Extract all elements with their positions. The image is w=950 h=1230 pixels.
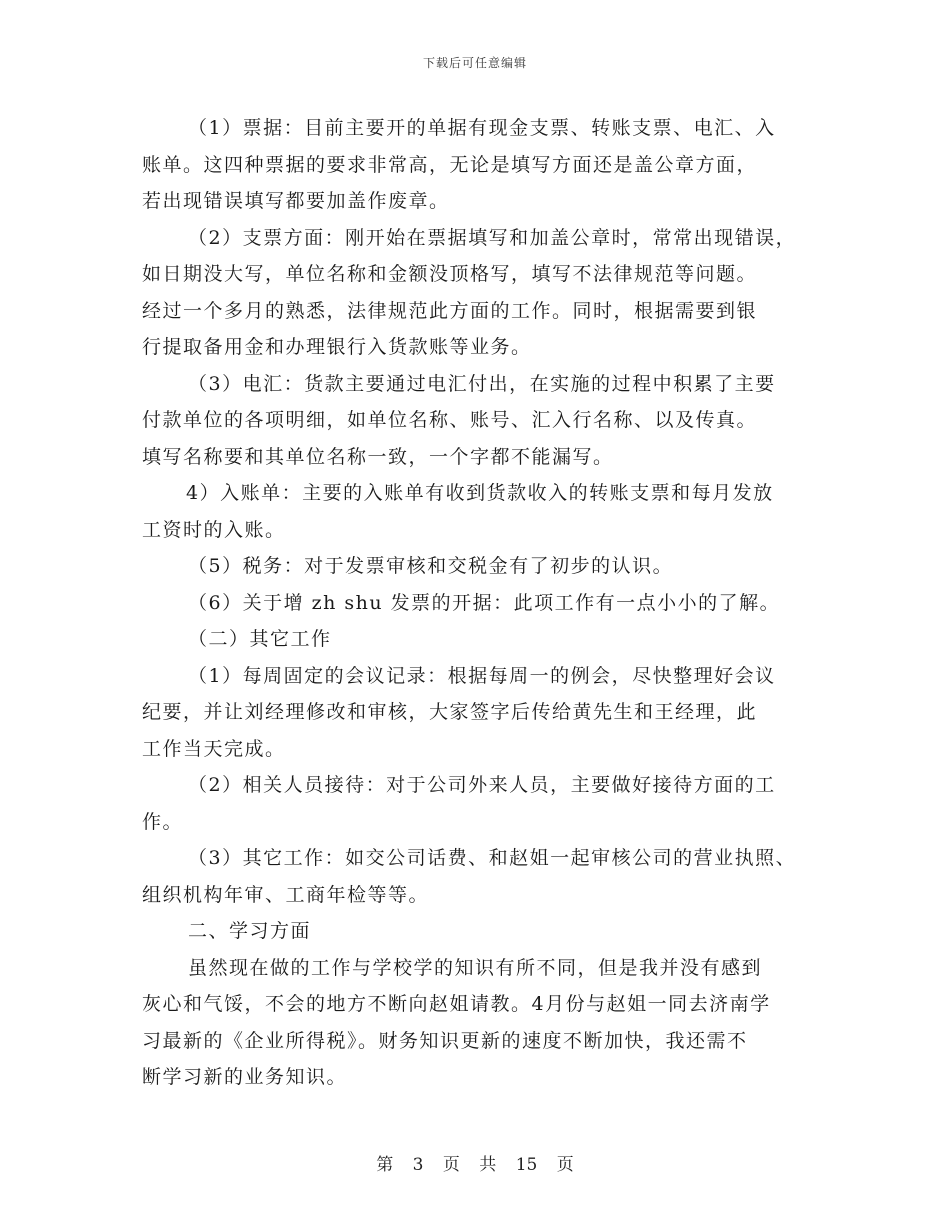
page-number-footer	[0, 1150, 950, 1175]
text-line: （2）支票方面：刚开始在票据填写和加盖公章时，常常出现错误，	[188, 226, 797, 249]
paragraph-meeting	[142, 658, 832, 768]
footer-mid: 页	[442, 1155, 460, 1175]
text-line: （6）关于增 zh shu 发票的开据：此项工作有一点小小的了解。	[188, 591, 781, 614]
text-line: （3）电汇：货款主要通过电汇付出，在实施的过程中积累了主要	[188, 372, 776, 395]
text-line: 习最新的《企业所得税》。财务知识更新的速度不断加快，我还需不	[142, 1029, 748, 1052]
section-heading-other-work	[142, 621, 832, 658]
text-line: （5）税务：对于发票审核和交税金有了初步的认识。	[188, 555, 674, 577]
section-heading-study	[142, 913, 832, 950]
text-line: 作。	[142, 810, 184, 833]
paragraph-misc	[142, 840, 832, 913]
text-line: （1）每周固定的会议记录：根据每周一的例会，尽快整理好会议	[188, 664, 776, 687]
text-line: 纪要，并让刘经理修改和审核，大家签字后传给黄先生和王经理，此	[142, 701, 758, 723]
text-line: 虽然现在做的工作与学校学的知识有所不同，但是我并没有感到	[188, 956, 763, 979]
paragraph-bills	[142, 110, 832, 220]
text-line: （1）票据：目前主要开的单据有现金支票、转账支票、电汇、入	[188, 117, 776, 139]
page-header-note: 下载后可任意编辑	[422, 56, 527, 70]
text-line: （二）其它工作	[188, 628, 332, 650]
text-line: 4）入账单：主要的入账单有收到货款收入的转账支票和每月发放	[186, 482, 774, 504]
footer-current-page: 3	[412, 1155, 424, 1175]
text-line: 经过一个多月的熟悉，法律规范此方面的工作。同时，根据需要到银	[142, 299, 758, 322]
text-line: （3）其它工作：如交公司话费、和赵姐一起审核公司的营业执照、	[188, 847, 797, 869]
text-line: 灰心和气馁，不会的地方不断向赵姐请教。4月份与赵姐一同去济南学	[142, 993, 771, 1015]
text-line: 工资时的入账。	[142, 518, 286, 541]
document-body	[142, 110, 832, 1096]
text-line: 断学习新的业务知识。	[142, 1066, 348, 1088]
text-line: （2）相关人员接待：对于公司外来人员，主要做好接待方面的工	[188, 774, 776, 796]
text-line: 行提取备用金和办理银行入货款账等业务。	[142, 336, 532, 358]
paragraph-tax	[142, 548, 832, 585]
footer-prefix: 第	[376, 1155, 394, 1175]
text-line: 账单。这四种票据的要求非常高，无论是填写方面还是盖公章方面，	[142, 153, 758, 176]
paragraph-deposit	[142, 475, 832, 548]
paragraph-invoice	[142, 585, 832, 622]
text-line: 填写名称要和其单位名称一致，一个字都不能漏写。	[142, 445, 614, 468]
footer-sep: 共	[479, 1155, 497, 1175]
text-line: 组织机构年审、工商年检等等。	[142, 883, 430, 906]
text-line: 付款单位的各项明细，如单位名称、账号、汇入行名称、以及传真。	[142, 409, 758, 431]
text-line: 若出现错误填写都要加盖作废章。	[142, 190, 450, 212]
footer-suffix: 页	[556, 1155, 574, 1175]
text-line: 如日期没大写，单位名称和金额没顶格写，填写不法律规范等问题。	[142, 263, 758, 285]
text-line: 工作当天完成。	[142, 737, 286, 760]
paragraph-reception	[142, 767, 832, 840]
footer-total-pages: 15	[515, 1155, 538, 1175]
paragraph-checks	[142, 220, 832, 366]
paragraph-study	[142, 950, 832, 1096]
text-line: 二、学习方面	[188, 920, 312, 942]
paragraph-wire	[142, 366, 832, 476]
